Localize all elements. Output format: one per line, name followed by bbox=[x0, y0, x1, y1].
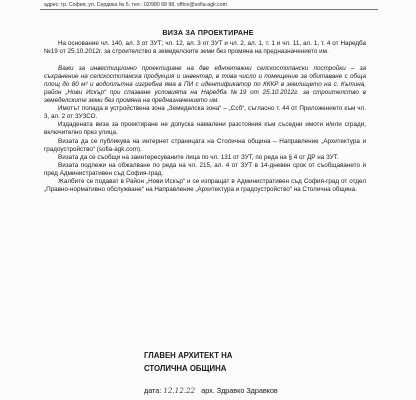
paragraph-publish: Визата да се публикува на интернет страницата на Столична община – Направление „Архитектура и градоустройство“ (sofia-agk.com). bbox=[44, 137, 366, 153]
paragraph-restriction: Издадената виза за проектиране не допуска намалени разстояния към съседни имоти и/или сгради, включително през улица. bbox=[44, 121, 366, 137]
signatory-name: арх. Здравко Здравков bbox=[201, 386, 278, 395]
paragraph-appeal: Визата подлежи на обжалване по реда на чл. 215, ал. 4 от ЗУТ в 14-дневен срок от съобщаването ѝ пред Административен съд София-град. bbox=[44, 161, 366, 177]
header-address: адрес: гр. София, ул. Сердика № 5, тел.: 02/980 68 98, office@sofia-agk.com bbox=[44, 2, 227, 8]
document-body bbox=[44, 40, 366, 194]
signature-role-line1: ГЛАВЕН АРХИТЕКТ НА bbox=[144, 351, 233, 360]
paragraph-complaints: Жалбите се подават в Район „Нови Искър“ и се изпращат в Административен съд София-град от отдел „Правно-нормативно обслужване“ на Направление „Архитектура и градоустройство“ на Столична община. bbox=[44, 177, 366, 193]
document-title: ВИЗА ЗА ПРОЕКТИРАНЕ bbox=[162, 28, 254, 37]
signature-role-line2: СТОЛИЧНА ОБЩИНА bbox=[144, 363, 227, 373]
paragraph-notify: Визата да се съобщи на заинтересуваните лица по чл. 131 от ЗУТ, по реда на § 4 от ДР на ЗУТ. bbox=[58, 153, 339, 161]
header-divider bbox=[40, 9, 378, 10]
paragraph-zone: Имотът попада в устройствена зона „Земеделска зона“ – „Ссб“, съгласно т. 44 от Приложението към чл. 3, ал. 2 от ЗУЗСО. bbox=[44, 105, 366, 121]
paragraph-purpose: Важи за инвестиционно проектиране на две едноетажни селскостопански постройки – за съхранение на селскостопанска продукция и инвентар, в това число и помещение за обитаване с обща площ до 80 м² и водоплътна изгребна яма в ПИ с идентификатор по КККР в землището на с. Кътина, район „Нови Искър“ при спазване условията на Наредба №19 от 25.10.2012г. за строителство в земеделските земи без промяна на предназначението им. bbox=[44, 65, 366, 105]
date-value: 12.12.22 bbox=[163, 386, 196, 395]
signature-block bbox=[144, 350, 232, 375]
paragraph-legal-basis: На основание чл. 140, ал. 3 от ЗУТ; чл. 12, ал. 3 от ЗУТ и чл. 2, ал. 1, т. 1 и чл. 11, ал. 1, т. 4 от Наредба №19 от 25.10.2012г. за строителство в земеделските земи без промяна на предназначението им. bbox=[44, 40, 366, 56]
signature-date-line bbox=[144, 387, 278, 395]
date-label: дата: bbox=[144, 386, 162, 395]
